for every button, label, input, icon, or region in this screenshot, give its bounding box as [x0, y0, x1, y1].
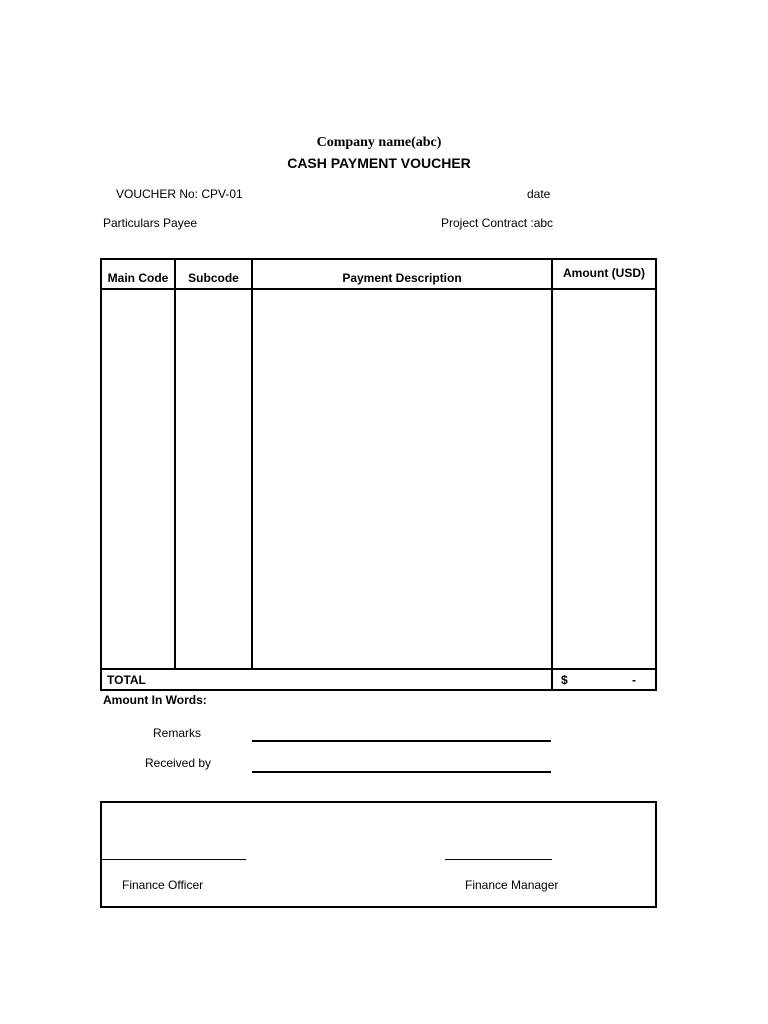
finance-officer-label: Finance Officer — [122, 878, 204, 892]
amount-in-words-label: Amount In Words: — [103, 693, 207, 707]
date-label: date — [527, 187, 551, 201]
remarks-line[interactable] — [252, 740, 551, 742]
particulars-payee: Particulars Payee — [103, 216, 198, 230]
col-header-payment-description: Payment Description — [342, 271, 462, 285]
received-by-label: Received by — [145, 756, 212, 770]
remarks-label: Remarks — [153, 726, 202, 740]
finance-manager-signature-line[interactable] — [445, 859, 552, 860]
document-title: CASH PAYMENT VOUCHER — [287, 155, 471, 171]
col-header-amount: Amount (USD) — [563, 266, 645, 280]
total-divider — [102, 668, 655, 670]
finance-officer-signature-line[interactable] — [102, 859, 246, 860]
total-label: TOTAL — [107, 673, 146, 687]
voucher-table — [100, 258, 657, 691]
main-code-cell[interactable] — [102, 290, 174, 668]
finance-manager-label: Finance Manager — [465, 878, 559, 892]
payment-description-cell[interactable] — [253, 290, 551, 668]
col-header-subcode: Subcode — [188, 271, 239, 285]
total-currency: $ — [561, 673, 568, 687]
subcode-cell[interactable] — [176, 290, 251, 668]
amount-cell[interactable] — [553, 290, 655, 668]
project-contract: Project Contract :abc — [441, 216, 554, 230]
col-header-main-code: Main Code — [107, 271, 169, 285]
company-name: Company name(abc) — [316, 135, 442, 150]
total-value: - — [632, 673, 636, 687]
approval-box — [100, 801, 657, 908]
voucher-number: VOUCHER No: CPV-01 — [116, 187, 243, 201]
received-by-line[interactable] — [252, 771, 551, 773]
